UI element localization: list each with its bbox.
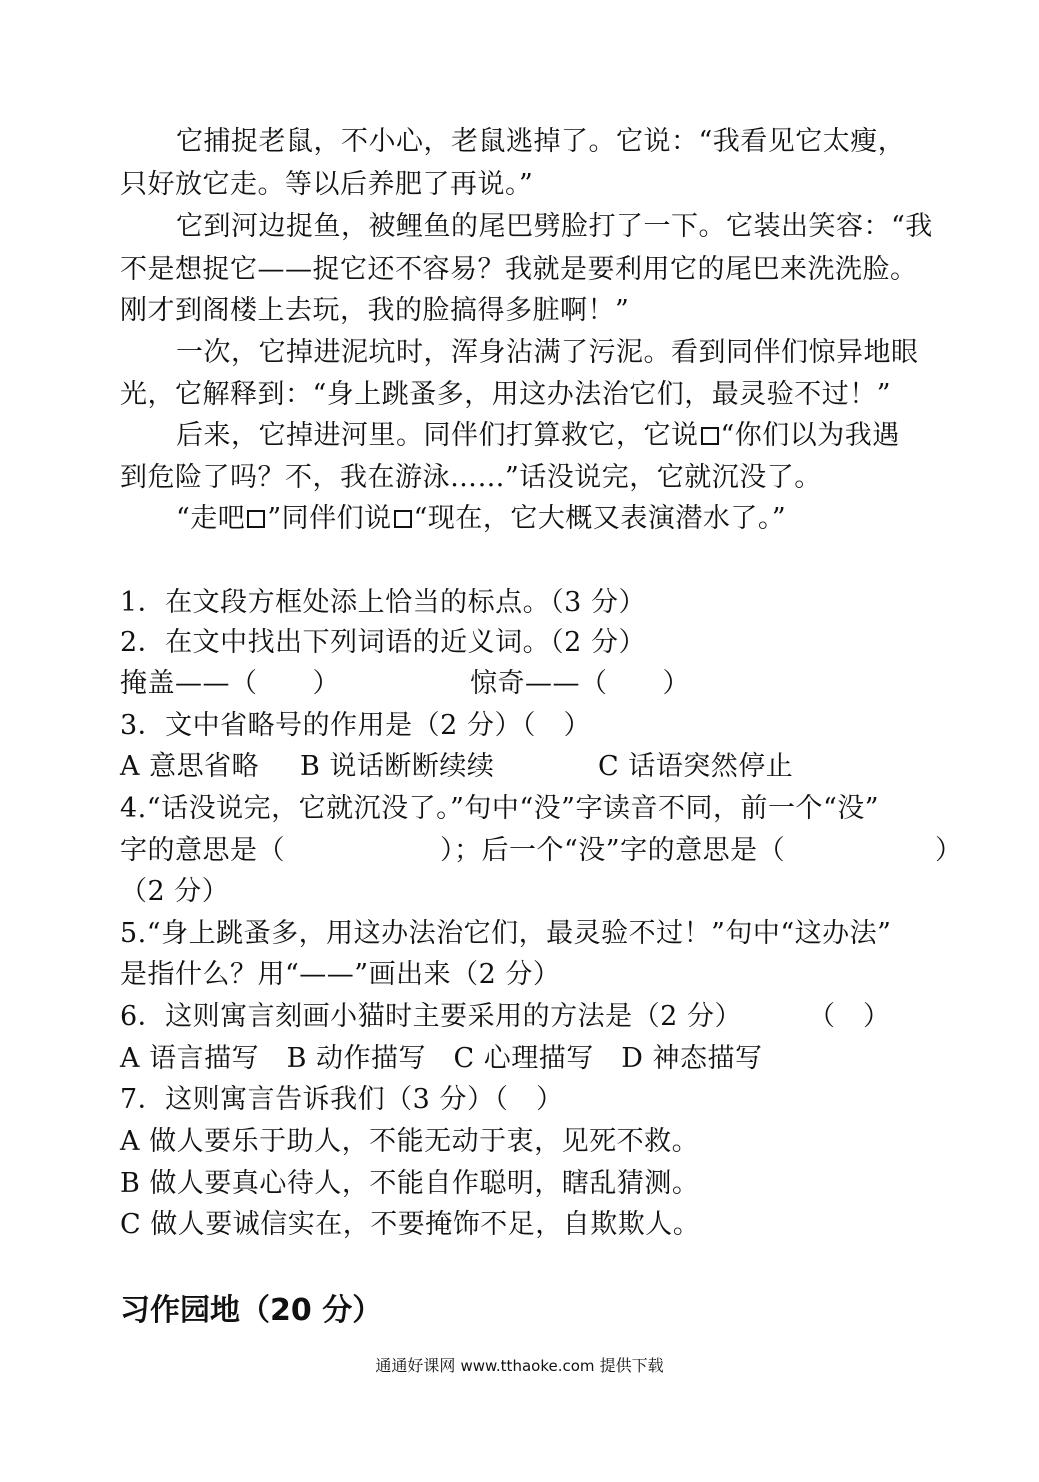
passage-text: “你们以为我遇 (720, 420, 900, 451)
question-7-option-a: A 做人要乐于助人，不能无动于衷，见死不救。 (120, 1126, 700, 1157)
passage-line: 它到河边捉鱼，被鲤鱼的尾巴劈脸打了一下。它装出笑容：“我 (176, 211, 933, 242)
footer-url: www.tthaoke.com (460, 1357, 595, 1375)
passage-line (176, 416, 900, 456)
punctuation-box (247, 510, 265, 528)
punctuation-box (394, 510, 412, 528)
question-3-option-c: C 话语突然停止 (598, 751, 794, 782)
passage-text: 后来，它掉进河里。同伴们打算救它，它说 (176, 420, 699, 451)
question-7: 7．这则寓言告诉我们（3 分）（ ） (120, 1084, 564, 1115)
footer-site: 通通好课网 (375, 1356, 456, 1375)
footer-suffix: 提供下载 (599, 1356, 664, 1375)
question-4-blank-a: 字的意思是（ (120, 835, 285, 866)
question-6-blank: （ ） (808, 1001, 891, 1032)
passage-line: 光，它解释到：“身上跳蚤多，用这办法治它们，最灵验不过！” (120, 379, 892, 410)
page-footer (0, 1355, 1039, 1377)
passage-line: 刚才到阁楼上去玩，我的脸搞得多脏啊！” (120, 295, 630, 326)
question-7-option-b: B 做人要真心待人，不能自作聪明，瞎乱猜测。 (120, 1168, 700, 1199)
question-4-score: （2 分） (120, 876, 230, 907)
question-4-line: 4.“话没说完，它就沉没了。”句中“没”字读音不同，前一个“没” (120, 793, 880, 824)
question-1: 1．在文段方框处添上恰当的标点。（3 分） (120, 587, 646, 618)
passage-line: 一次，它掉进泥坑时，浑身沾满了污泥。看到同伴们惊异地眼 (176, 337, 919, 368)
question-3: 3．文中省略号的作用是（2 分）（ ） (120, 710, 591, 741)
passage-line: 不是想捉它——捉它还不容易？我就是要利用它的尾巴来洗洗脸。 (120, 254, 918, 285)
passage-text: “走吧 (176, 503, 246, 534)
question-6-options: A 语言描写 B 动作描写 C 心理描写 D 神态描写 (120, 1043, 763, 1074)
question-7-option-c: C 做人要诚信实在，不要掩饰不足，自欺欺人。 (120, 1209, 701, 1240)
passage-text: ”同伴们说 (267, 503, 392, 534)
question-2-item-b: 惊奇——（ ） (470, 668, 690, 699)
question-2: 2．在文中找出下列词语的近义词。（2 分） (120, 627, 646, 658)
passage-line: 只好放它走。等以后养肥了再说。” (120, 169, 534, 200)
question-3-option-b: B 说话断断续续 (300, 751, 495, 782)
section-heading: 习作园地（20 分） (120, 1293, 383, 1328)
passage-text: “现在，它大概又表演潜水了。” (413, 503, 787, 534)
question-5-line: 5.“身上跳蚤多，用这办法治它们，最灵验不过！”句中“这办法” (120, 918, 892, 949)
passage-line: 它捕捉老鼠，不小心，老鼠逃掉了。它说：“我看见它太瘦， (176, 126, 906, 157)
question-4-blank-b: ）；后一个“没”字的意思是（ (440, 835, 786, 866)
passage-line: 到危险了吗？不，我在游泳……”话没说完，它就沉没了。 (120, 462, 822, 493)
question-3-option-a: A 意思省略 (120, 751, 260, 782)
question-4-blank-c: ） (935, 835, 963, 866)
passage-line (176, 499, 786, 539)
punctuation-box (701, 427, 719, 445)
question-6: 6．这则寓言刻画小猫时主要采用的方法是（2 分） (120, 1001, 742, 1032)
question-2-item-a: 掩盖——（ ） (120, 668, 340, 699)
question-5-line: 是指什么？用“——”画出来（2 分） (120, 959, 561, 990)
